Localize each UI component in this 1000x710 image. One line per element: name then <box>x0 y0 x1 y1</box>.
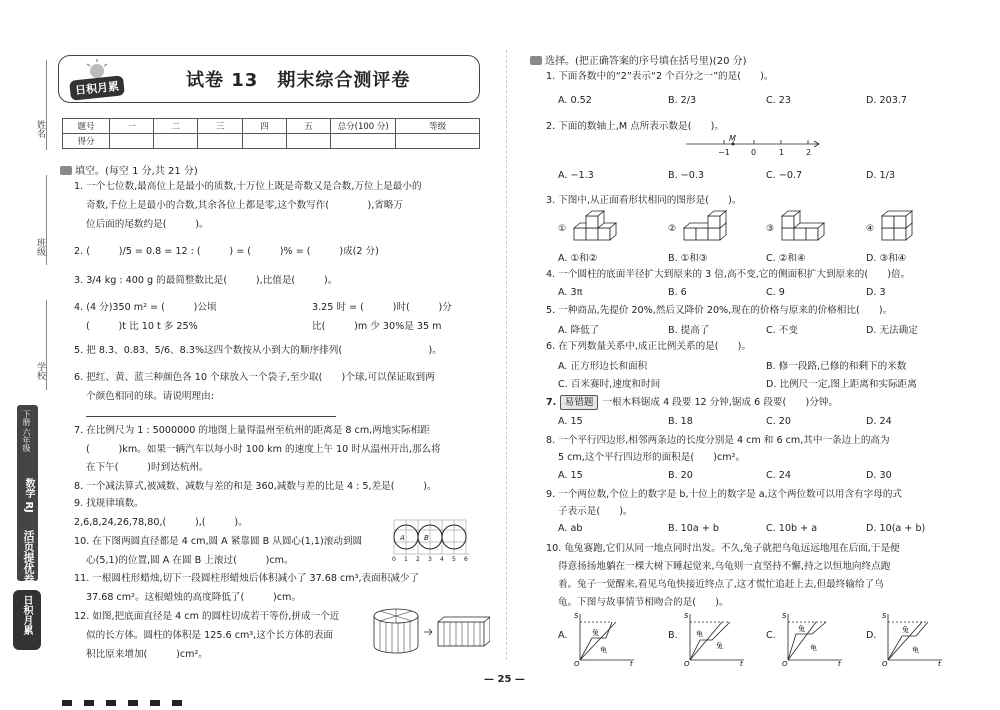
graph-o-label: O <box>574 660 580 666</box>
score-cell[interactable] <box>331 134 396 149</box>
choice-q10-line3: 着。兔子一觉醒来,看见乌龟快接近终点了,这才慌忙追赶上去,但最终输给了乌 <box>558 579 884 590</box>
choice-q10-opt-d[interactable]: D. <box>866 630 877 641</box>
header-logo: 日积月累 <box>69 75 125 101</box>
choice-q9-line2: 子表示是( )。 <box>558 506 633 517</box>
choice-q10-line2: 得意扬扬地躺在一棵大树下睡起觉来,乌龟则一直坚持不懈,持之以恒地向终点跑 <box>558 561 891 572</box>
choice-q1: 1. 下面各数中的“2”表示“2 个百分之一”的是( )。 <box>546 71 774 82</box>
choice-q9-opt-d[interactable]: D. 10(a + b) <box>866 523 926 534</box>
choice-q1-opt-b[interactable]: B. 2/3 <box>668 95 697 106</box>
spine-grade: 六年级 <box>22 428 31 452</box>
choice-q1-opt-a[interactable]: A. 0.52 <box>558 95 592 106</box>
choice-q5-opt-a[interactable]: A. 降低了 <box>558 325 600 336</box>
spine-volume: 下册 <box>22 410 31 426</box>
page-title: 试卷 13 期末综合测评卷 <box>186 70 411 91</box>
graph-rabbit-label: 兔 <box>592 629 599 637</box>
graph-o-label: O <box>882 660 888 666</box>
name-line <box>46 60 47 150</box>
svg-text:0: 0 <box>392 556 396 562</box>
choice-q5-opt-c[interactable]: C. 不变 <box>766 325 798 336</box>
axis-tick-label: 1 <box>779 148 785 157</box>
fill-q9-line2: 2,6,8,24,26,78,80,( ),( )。 <box>74 517 248 528</box>
axis-tick-label: 2 <box>806 148 812 157</box>
fill-q9-line1: 9. 找规律填数。 <box>74 498 144 509</box>
fill-q7-line3: 在下午( )时到达杭州。 <box>86 462 209 473</box>
choice-q2-opt-c[interactable]: C. −0.7 <box>766 170 803 181</box>
fill-q4-line2: 3.25 时 = ( )时( )分 <box>312 302 452 313</box>
choice-q9-opt-b[interactable]: B. 10a + b <box>668 523 719 534</box>
choice-q8-opt-b[interactable]: B. 20 <box>668 470 693 481</box>
fill-q8: 8. 一个减法算式,被减数、减数与差的和是 360,减数与差的比是 4 : 5,差是( )。 <box>74 481 437 492</box>
class-label: 班级 <box>35 238 45 256</box>
graph-t-label: t <box>630 660 633 666</box>
score-header: 五 <box>286 119 330 134</box>
error-prone-tag: 易错题 <box>560 395 599 410</box>
svg-text:A: A <box>400 534 405 542</box>
score-header: 四 <box>242 119 286 134</box>
choice-q6-opt-c[interactable]: C. 百米赛时,速度和时间 <box>558 379 661 390</box>
fill-q3: 3. 3/4 kg : 400 g 的最简整数比是( ),比值是( )。 <box>74 275 338 286</box>
cylinder-to-cuboid-figure <box>372 606 490 662</box>
graph-o-label: O <box>684 660 690 666</box>
choice-q3-opt-c[interactable]: C. ②和④ <box>766 253 806 264</box>
score-header: 题号 <box>63 119 110 134</box>
fill-q12-line3: 积比原来增加( )cm²。 <box>86 649 208 660</box>
choice-q8-line1: 8. 一个平行四边形,相邻两条边的长度分别是 4 cm 和 6 cm,其中一条边上的高为 <box>546 435 890 446</box>
score-header: 总分(100 分) <box>331 119 396 134</box>
choice-q8-line2: 5 cm,这个平行四边形的面积是( )cm²。 <box>558 452 746 463</box>
column-divider <box>506 50 507 660</box>
choice-q3-opt-d[interactable]: D. ③和④ <box>866 253 907 264</box>
fill-q12-line2: 似的长方体。圆柱的体积是 125.6 cm³,这个长方体的表面 <box>86 630 333 641</box>
graph-rabbit-label: 兔 <box>716 642 723 650</box>
fill-q7-line1: 7. 在比例尺为 1 : 5000000 的地图上量得温州至杭州的距离是 8 cm,两地实际相距 <box>74 425 430 436</box>
graph-o-label: O <box>782 660 788 666</box>
graph-turtle-label: 龟 <box>600 646 607 654</box>
choice-q8-opt-c[interactable]: C. 24 <box>766 470 792 481</box>
fill-q1-line2: 奇数,千位上是最小的合数,其余各位上都是零,这个数写作( ),省略万 <box>86 200 404 211</box>
graph-s-label: S <box>882 612 887 620</box>
footer-marks <box>62 700 182 706</box>
choice-q7-opt-d[interactable]: D. 24 <box>866 416 892 427</box>
graph-s-label: S <box>782 612 787 620</box>
score-header: 一 <box>110 119 154 134</box>
choice-q9-line1: 9. 一个两位数,个位上的数字是 b,十位上的数字是 a,这个两位数可以用含有字母的式 <box>546 489 903 500</box>
choice-q7-text: 一根木料锯成 4 段要 12 分钟,锯成 6 段要( )分钟。 <box>602 397 838 408</box>
choice-q1-opt-c[interactable]: C. 23 <box>766 95 792 106</box>
fill-q4-line4: 比( )m 少 30%是 35 m <box>312 321 442 332</box>
class-line <box>46 175 47 265</box>
choice-q3: 3. 下图中,从正面看形状相同的图形是( )。 <box>546 195 742 206</box>
graph-t-label: t <box>838 660 841 666</box>
svg-text:4: 4 <box>440 556 444 562</box>
choice-q10-opt-a[interactable]: A. <box>558 630 568 641</box>
name-label: 姓名 <box>35 120 45 138</box>
choice-q1-opt-d[interactable]: D. 203.7 <box>866 95 907 106</box>
race-graph-a <box>572 610 642 670</box>
fill-q2: 2. ( )/5 = 0.8 = 12 : ( ) = ( )% = ( )成(2 分) <box>74 246 379 257</box>
graph-t-label: t <box>740 660 743 666</box>
choice-q10-line4: 龟。下图与故事情节相吻合的是( )。 <box>558 597 729 608</box>
cube-label: ③ <box>766 224 775 234</box>
choice-q2-opt-b[interactable]: B. −0.3 <box>668 170 704 181</box>
score-header: 等级 <box>396 119 480 134</box>
cube-label: ① <box>558 224 567 234</box>
graph-turtle-label: 龟 <box>912 646 919 654</box>
score-header: 二 <box>154 119 198 134</box>
race-graph-d <box>880 610 950 670</box>
choice-q7: 7. 易错题 一根木料锯成 4 段要 12 分钟,锯成 6 段要( )分钟。 <box>546 397 838 408</box>
choice-q10-line1: 10. 龟兔赛跑,它们从同一地点同时出发。不久,兔子就把乌龟远远地甩在后面,于是便 <box>546 543 900 554</box>
score-header: 三 <box>198 119 242 134</box>
score-cell[interactable] <box>154 134 198 149</box>
choice-section-title: 选择。(把正确答案的序号填在括号里)(20 分) <box>530 52 747 67</box>
spine-subject: 数学 RJ <box>23 478 34 513</box>
choice-q5-opt-b[interactable]: B. 提高了 <box>668 325 710 336</box>
fill-q12-line1: 12. 如图,把底面直径是 4 cm 的圆柱切成若干等份,拼成一个近 <box>74 611 340 622</box>
school-label: 学校 <box>35 362 45 380</box>
score-cell[interactable] <box>396 134 480 149</box>
fill-q4-line1: 4. (4 分)350 m² = ( )公顷 <box>74 302 217 313</box>
fill-q10-line1: 10. 在下图两圆直径都是 4 cm,圆 A 紧靠圆 B 从圆心(1,1)滚动到圆 <box>74 536 363 547</box>
axis-tick-label: −1 <box>718 148 730 157</box>
fill-q1-line3: 位后面的尾数约是( )。 <box>86 219 209 230</box>
choice-q4-opt-b[interactable]: B. 6 <box>668 287 687 298</box>
choice-q9-opt-c[interactable]: C. 10b + a <box>766 523 818 534</box>
cube-label: ② <box>668 224 677 234</box>
spine-logo-text: 日积月累 <box>21 595 32 635</box>
race-graph-b <box>682 610 752 670</box>
fill-q1-line1: 1. 一个七位数,最高位上是最小的质数,十万位上既是奇数又是合数,万位上是最小的 <box>74 181 422 192</box>
choice-q2: 2. 下面的数轴上,M 点所表示数是( )。 <box>546 121 724 132</box>
fill-section-title: 填空。(每空 1 分,共 21 分) <box>60 162 198 177</box>
fill-q6-line1: 6. 把红、黄、蓝三种颜色各 10 个球放入一个袋子,至少取( )个球,可以保证取到两 <box>74 372 435 383</box>
graph-s-label: S <box>684 612 689 620</box>
choice-q4-opt-c[interactable]: C. 9 <box>766 287 785 298</box>
choice-q8-opt-a[interactable]: A. 15 <box>558 470 583 481</box>
graph-rabbit-label: 兔 <box>902 626 909 634</box>
choice-q2-opt-d[interactable]: D. 1/3 <box>866 170 895 181</box>
choice-q7-opt-a[interactable]: A. 15 <box>558 416 583 427</box>
choice-q8-opt-d[interactable]: D. 30 <box>866 470 892 481</box>
score-cell[interactable] <box>242 134 286 149</box>
graph-turtle-label: 龟 <box>696 630 703 638</box>
choice-q4: 4. 一个圆柱的底面半径扩大到原来的 3 倍,高不变,它的侧面积扩大到原来的( )倍。 <box>546 269 911 280</box>
choice-q10-opt-c[interactable]: C. <box>766 630 776 641</box>
svg-text:B: B <box>424 534 429 542</box>
graph-rabbit-label: 兔 <box>798 625 805 633</box>
fill-q5: 5. 把 8.3、0.83、5/6、8.3%这四个数按从小到大的顺序排列( )。 <box>74 345 442 356</box>
svg-text:5: 5 <box>452 556 456 562</box>
reason-answer-line[interactable] <box>86 416 336 417</box>
choice-q4-opt-d[interactable]: D. 3 <box>866 287 886 298</box>
fill-q11-line2: 37.68 cm²。这根蜡烛的高度降低了( )cm。 <box>86 592 301 603</box>
spine-series: 活页提优卷 <box>22 530 35 585</box>
race-graph-c <box>780 610 850 670</box>
choice-q4-opt-a[interactable]: A. 3π <box>558 287 583 298</box>
svg-text:1: 1 <box>404 556 408 562</box>
choice-q9-opt-a[interactable]: A. ab <box>558 523 583 534</box>
choice-q10-opt-b[interactable]: B. <box>668 630 678 641</box>
fill-q11-line1: 11. 一根圆柱形蜡烛,切下一段圆柱形蜡烛后体积减小了 37.68 cm³,表面积减少了 <box>74 573 420 584</box>
school-line <box>46 300 47 390</box>
choice-q3-opt-b[interactable]: B. ①和③ <box>668 253 708 264</box>
score-row-label: 得分 <box>63 134 110 149</box>
fill-q7-line2: ( )km。如果一辆汽车以每小时 100 km 的速度上午 10 时从温州开出,那么将 <box>86 444 441 455</box>
axis-tick-label: 0 <box>751 148 757 157</box>
cube-label: ④ <box>866 224 875 234</box>
choice-q7-opt-c[interactable]: C. 20 <box>766 416 792 427</box>
svg-text:3: 3 <box>428 556 432 562</box>
axis-point-label: M <box>729 134 736 143</box>
fill-q10-line2: 心(5,1)的位置,圆 A 在圆 B 上滚过( )cm。 <box>86 555 294 566</box>
score-cell[interactable] <box>198 134 242 149</box>
score-cell[interactable] <box>110 134 154 149</box>
fill-q4-line3: ( )t 比 10 t 多 25% <box>86 321 198 332</box>
svg-text:6: 6 <box>464 556 468 562</box>
svg-text:2: 2 <box>416 556 420 562</box>
score-cell[interactable] <box>286 134 330 149</box>
graph-s-label: S <box>574 612 579 620</box>
rolling-circles-figure <box>386 516 486 566</box>
choice-q6-opt-d[interactable]: D. 比例尺一定,图上距离和实际距离 <box>766 379 917 390</box>
graph-t-label: t <box>938 660 941 666</box>
choice-q6-opt-a[interactable]: A. 正方形边长和面积 <box>558 361 648 372</box>
choice-q2-opt-a[interactable]: A. −1.3 <box>558 170 594 181</box>
choice-q5: 5. 一种商品,先提价 20%,然后又降价 20%,现在的价格与原来的价格相比( )。 <box>546 305 893 316</box>
choice-q3-opt-a[interactable]: A. ①和② <box>558 253 598 264</box>
page-number: — 25 — <box>484 674 525 685</box>
choice-q7-opt-b[interactable]: B. 18 <box>668 416 693 427</box>
choice-q6-opt-b[interactable]: B. 修一段路,已修的和剩下的米数 <box>766 361 907 372</box>
graph-turtle-label: 龟 <box>810 644 817 652</box>
fill-q6-line2: 个颜色相同的球。请说明理由: <box>86 391 214 402</box>
choice-q5-opt-d[interactable]: D. 无法确定 <box>866 325 918 336</box>
score-table <box>62 118 480 149</box>
choice-q6: 6. 在下列数量关系中,成正比例关系的是( )。 <box>546 341 752 352</box>
